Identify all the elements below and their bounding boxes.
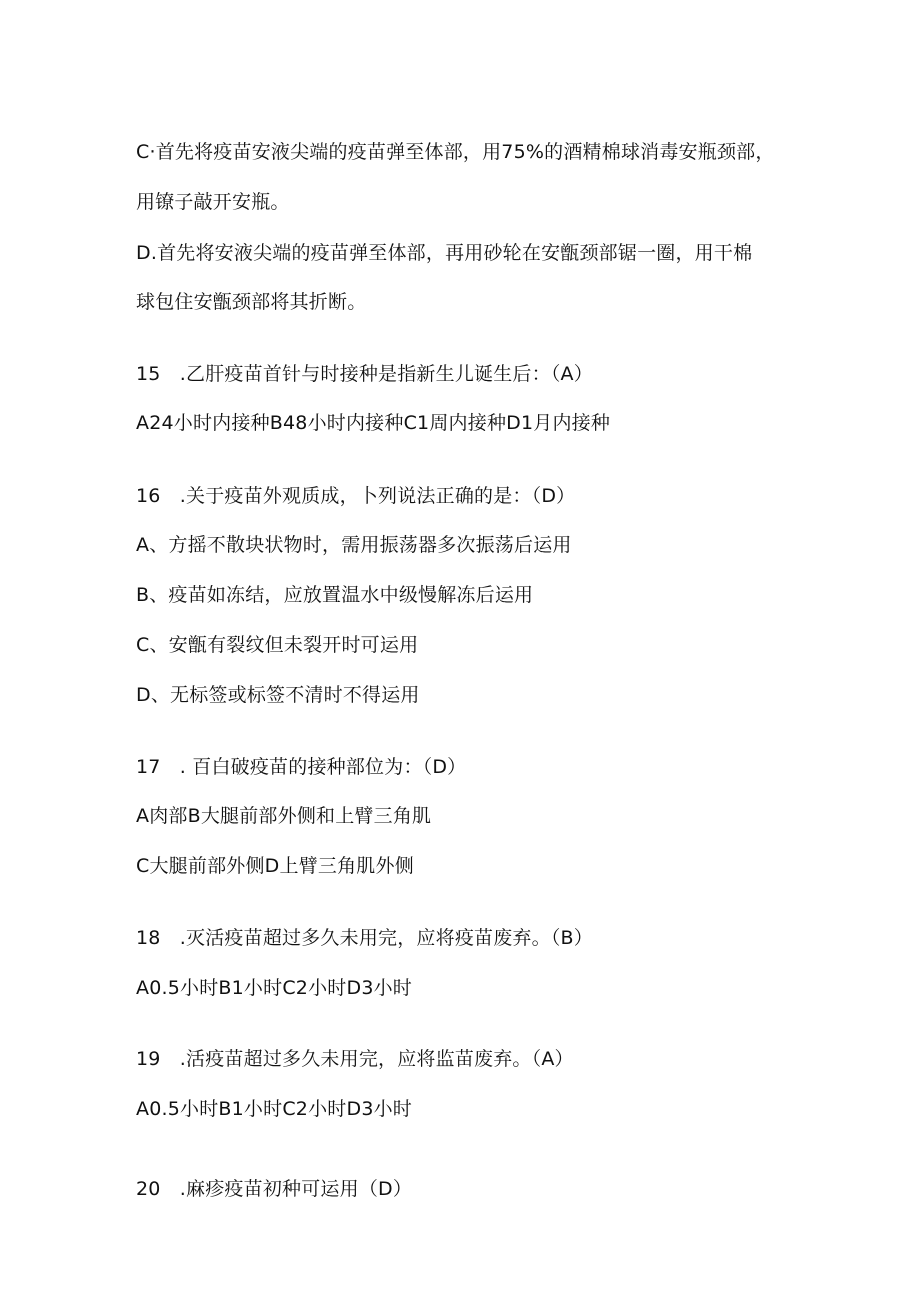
question-17-options-2: C大腿前部外侧D上臂三角肌外侧 [136,855,414,877]
question-17: 17 . 百白破疫苗的接种部位为：（D） [136,756,467,778]
question-15-options: A24小时内接种B48小时内接种C1周内接种D1月内接种 [136,412,611,434]
question-20: 20 .麻疹疫苗初种可运用（D） [136,1178,413,1200]
option-c-line-2: 用镣子敲开安瓶。 [136,191,290,213]
question-16-option-b: B、疫苗如冻结，应放置温水中级慢解冻后运用 [136,584,534,606]
question-19-options: A0.5小时B1小时C2小时D3小时 [136,1098,413,1120]
question-16: 16 .关于疫苗外观质成，卜列说法正确的是：（D） [136,485,576,507]
question-18-options: A0.5小时B1小时C2小时D3小时 [136,977,413,999]
option-d-line-2: 球包住安甑颈部将其折断。 [136,291,367,313]
option-d-line-1: D.首先将安液尖端的疫苗弹至体部，再用砂轮在安甑颈部锯一圈，用干棉 [136,242,753,264]
question-16-option-a: A、方摇不散块状物时，需用振荡器多次振荡后运用 [136,534,572,556]
question-17-options-1: A肉部B大腿前部外侧和上臂三角肌 [136,805,432,827]
option-c-line-1: C·首先将疫苗安液尖端的疫苗弹至体部，用75%的酒精棉球消毒安瓶颈部， [136,141,775,163]
question-18: 18 .灭活疫苗超过多久未用完，应将疫苗废弃。（B） [136,927,593,949]
question-16-option-c: C、安甑有裂纹但未裂开时可运用 [136,634,419,656]
question-19: 19 .活疫苗超过多久未用完，应将监苗废弃。（A） [136,1048,574,1070]
question-15: 15 .乙肝疫苗首针与时接种是指新生儿诞生后：（A） [136,363,593,385]
question-16-option-d: D、无标签或标签不清时不得运用 [136,684,420,706]
